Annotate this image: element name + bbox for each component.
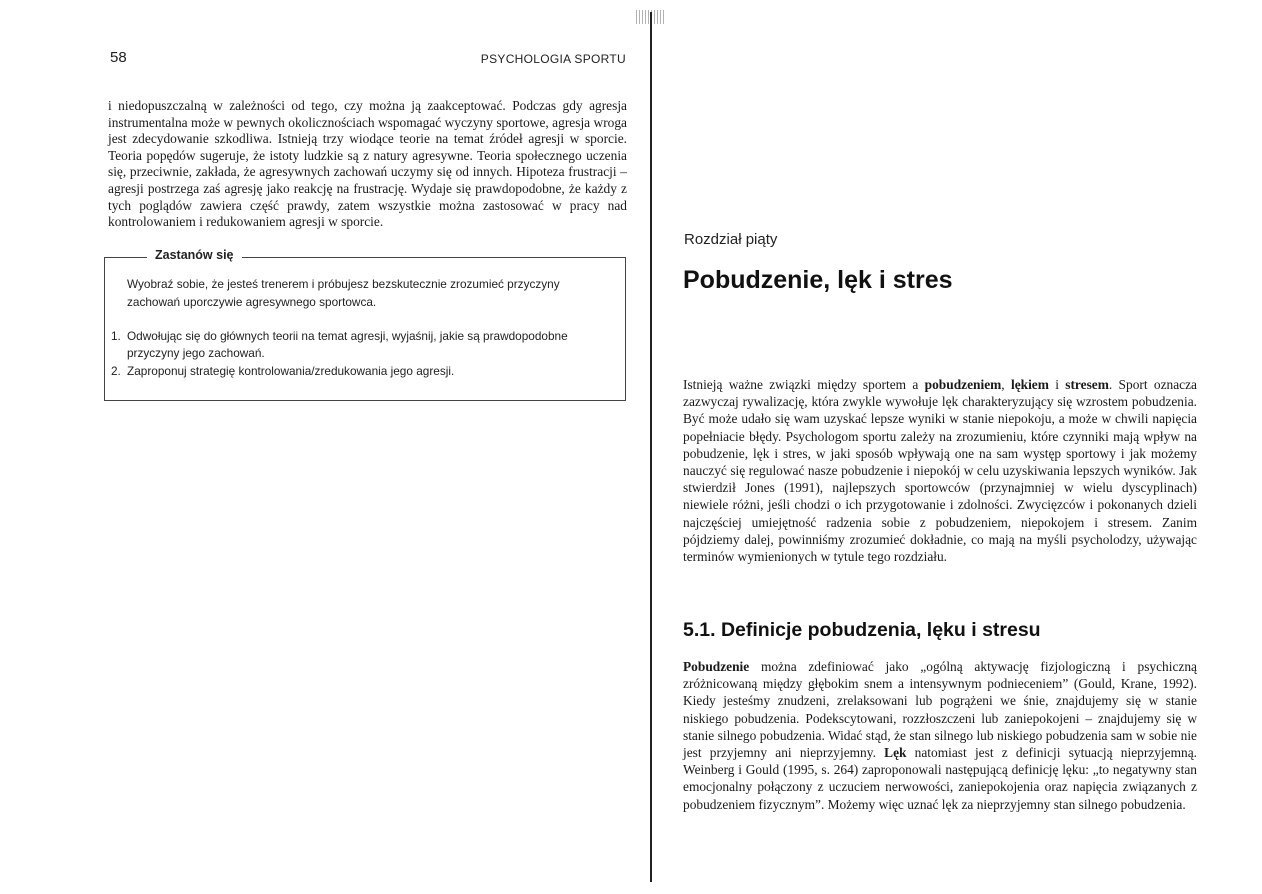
reflection-box	[104, 248, 626, 401]
list-item-text: Odwołując się do głównych teorii na temat agresji, wyjaśnij, jakie są prawdopodobne przyczyny jego zachowań.	[127, 329, 568, 360]
running-head: PSYCHOLOGIA SPORTU	[480, 52, 626, 66]
intro-text: i	[1048, 377, 1066, 392]
term-anxiety: lękiem	[1010, 377, 1049, 392]
list-item-text: Zaproponuj strategię kontrolowania/zredukowania jego agresji.	[127, 364, 455, 378]
page-number: 58	[110, 49, 127, 66]
term-stress: stresem	[1065, 377, 1109, 392]
list-item	[111, 363, 611, 380]
box-title: Zastanów się	[147, 248, 242, 262]
chapter-title: Pobudzenie, lęk i stres	[683, 266, 953, 294]
box-question-list	[111, 328, 611, 381]
term-arousal: Pobudzenie	[683, 659, 750, 674]
term-arousal: pobudzeniem	[924, 377, 1002, 392]
right-page	[652, 0, 1262, 894]
section-title: 5.1. Definicje pobudzenia, lęku i stresu	[683, 619, 1041, 641]
section-text: natomiast jest z definicji sytuacją nieprzyjemną. Weinberg i Gould (1995, s. 264) zaproponowali następującą definicję lęku: „to negatywny stan emocjonalny połączony z uczuciem nerwowości, zaniepokojenia oraz napięcia związanych z pobudzeniem fizycznym”. Możemy więc uznać lęk za nieprzyjemny stan silnego pobudzenia.	[683, 745, 1197, 812]
section-paragraph	[683, 658, 1197, 813]
intro-text: ,	[1001, 377, 1011, 392]
chapter-label: Rozdział piąty	[684, 231, 778, 248]
list-item	[111, 328, 611, 362]
box-intro: Wyobraź sobie, że jesteś trenerem i próbujesz bezskutecznie zrozumieć przyczyny zachowań uporczywie agresywnego sportowca.	[127, 277, 560, 309]
intro-text: . Sport oznacza zazwyczaj rywalizację, która zwykle wywołuje lęk charakteryzujący się wzrostem pobudzenia. Być może udało się wam uzyskać lepsze wyniki w stanie niepokoju, a może w chwili napięcia popełniacie błędy. Psychologom sportu zależy na zrozumieniu, które czynniki mają wpływ na pobudzenie, lęk i stres, w jaki sposób wpływają one na sam występ sportowy i jak możemy nauczyć się regulować nasze pobudzenie i niepokój w celu uzyskiwania lepszych wyników. Jak stwierdził Jones (1991), najlepszych sportowców (przynajmniej w wielu dyscyplinach) niewiele różni, jeśli chodzi o ich przygotowanie i zdolności. Zwycięzców i pokonanych dzieli najczęściej umiejętność radzenia sobie z pobudzeniem, niepokojem i stresem. Zanim pójdziemy dalej, powinniśmy zrozumieć dokładnie, co mają na myśli psycholodzy, używając terminów wymienionych w tytule tego rozdziału.	[683, 377, 1197, 565]
term-anxiety: Lęk	[884, 745, 907, 761]
list-item-number: 2.	[111, 364, 121, 378]
chapter-intro-paragraph	[683, 376, 1197, 565]
intro-text: Istnieją ważne związki między sportem a	[683, 377, 925, 392]
left-paragraph: i niedopuszczalną w zależności od tego, czy można ją zaakceptować. Podczas gdy agresja instrumentalna może w pewnych okolicznościach wspomagać wyczyny sportowe, agresja wroga jest zdecydowanie szkodliwa. Istnieją trzy wiodące teorie na temat źródeł agresji w sporcie. Teoria popędów sugeruje, że istoty ludzkie są z natury agresywne. Teoria społecznego uczenia się, przeciwnie, zakłada, że agresywnych zachowań uczymy się od innych. Hipoteza frustracji – agresji postrzega zaś agresję jako reakcję na frustrację. Wydaje się prawdopodobne, że każdy z tych poglądów zawiera część prawdy, zatem wszystkie można zastosować w pracy nad kontrolowaniem i redukowaniem agresji w sporcie.	[108, 98, 627, 230]
section-text: można zdefiniować jako „ogólną aktywację fizjologiczną i psychiczną zróżnicowaną między głębokim snem a intensywnym podnieceniem” (Gould, Krane, 1992). Kiedy jesteśmy znudzeni, zrelaksowani lub pogrążeni we śnie, znajdujemy się w stanie niskiego pobudzenia. Podekscytowani, rozzłoszczeni lub zaniepokojeni – znajdujemy się w stanie silnego pobudzenia. Widać stąd, że stan silnego lub niskiego pobudzenia sam w sobie nie jest przyjemny ani nieprzyjemny.	[683, 659, 1197, 761]
list-item-number: 1.	[111, 329, 121, 343]
